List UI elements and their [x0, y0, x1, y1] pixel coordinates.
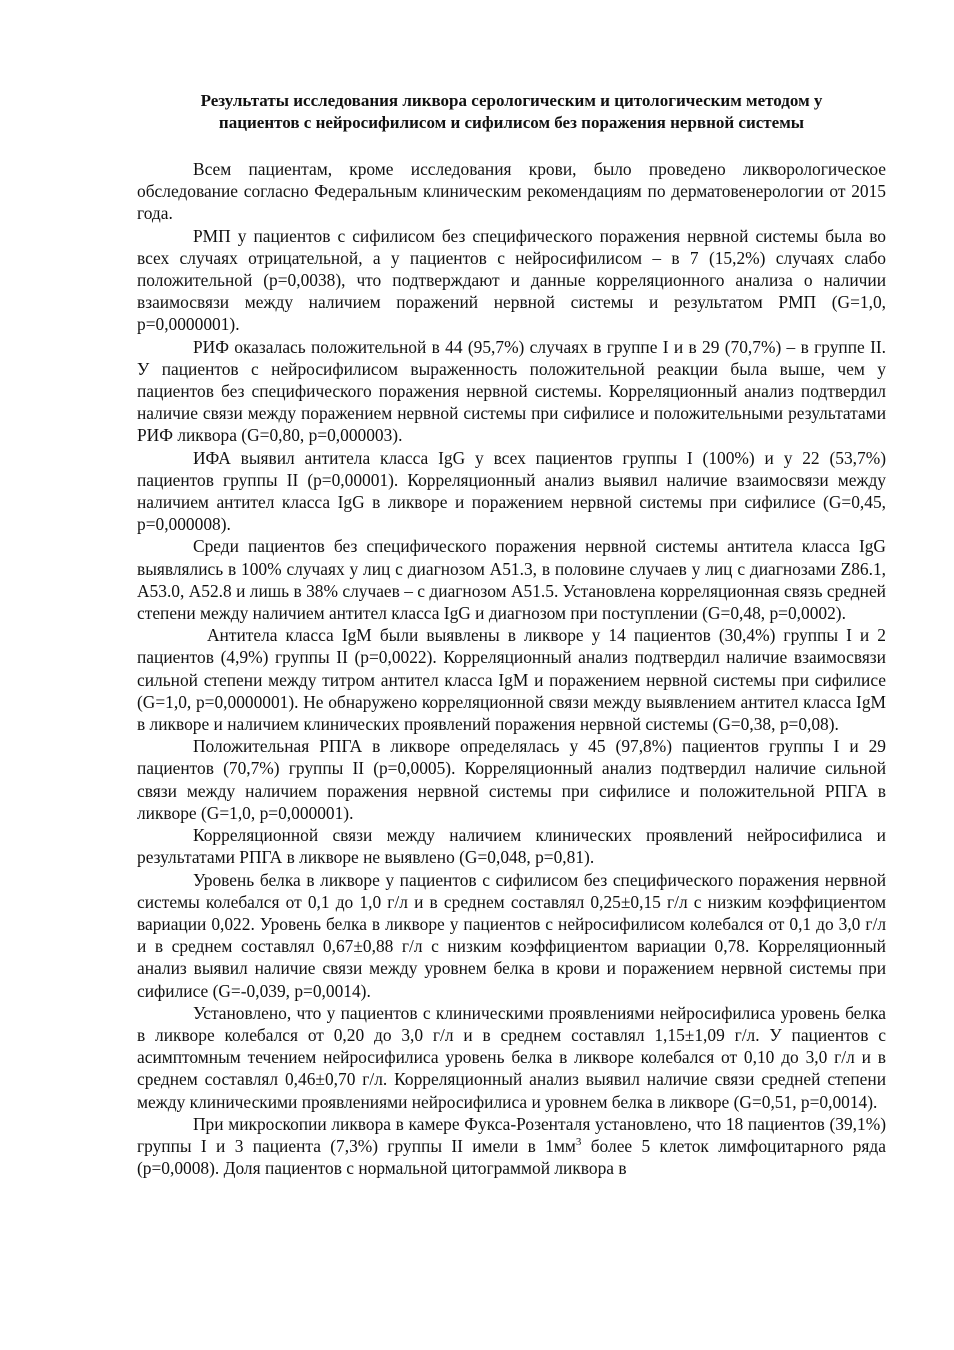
microscopy-text-end: более 5 клеток лимфоцитарного ряда (p=0,0008). Доля пациентов с нормальной цитограммой ликвора в — [137, 1135, 886, 1179]
paragraph-igm: Антитела класса IgM были выявлены в ликворе у 14 пациентов (30,4%) группы I и 2 пациентов (4,9%) группы II (p=0,0022). Корреляционный анализ подтвердил наличие взаимосвязи сильной степени между титром антител класса IgM и поражением нервной системы при сифилисе (G=1,0, p=0,0000001). Не обнаружено корреляционной связи между выявлением антител класса IgM в ликворе и наличием клинических проявлений поражения нервной системы (G=0,38, p=0,08). — [137, 625, 886, 735]
paragraph-igg-diagnosis: Среди пациентов без специфического поражения нервной системы антитела класса IgG выявлялись в 100% случаях у лиц с диагнозом А51.3, в половине случаев у лиц с диагнозами Z86.1, А53.0, А52.8 и лишь в 38% случаев – с диагнозом А51.5. Установлена корреляционная связь средней степени между наличием антител класса IgG и диагнозом при поступлении (G=0,48, p=0,0002). — [137, 536, 886, 624]
title-line-2: пациентов с нейросифилисом и сифилисом без поражения нервной системы — [218, 113, 805, 132]
paragraph-rif: РИФ оказалась положительной в 44 (95,7%) случаях в группе I и в 29 (70,7%) – в группе II. У пациентов с нейросифилисом выраженность положительной реакции была выше, чем у пациентов без специфического поражения нервной системы. Корреляционный анализ подтвердил наличие связи между поражением нервной системы при сифилисе и положительными результатами РИФ ликвора (G=0,80, p=0,000003). — [137, 336, 886, 446]
paragraph-rpga: Положительная РПГА в ликворе определялась у 45 (97,8%) пациентов группы I и 29 пациентов (70,7%) группы II (p=0,0005). Корреляционный анализ подтвердил наличие сильной связи между наличием поражения нервной системы при сифилисе и положительной РПГА в ликворе (G=1,0, p=0,000001). — [137, 736, 886, 823]
document-title — [137, 90, 886, 134]
paragraph-microscopy — [137, 1113, 886, 1180]
paragraph-protein-level: Уровень белка в ликворе у пациентов с сифилисом без специфического поражения нервной системы колебался от 0,1 до 1,0 г/л и в среднем составлял 0,25±0,15 г/л с низким коэффициентом вариации 0,022. Уровень белка в ликворе у пациентов с нейросифилисом колебался от 0,1 до 3,0 г/л и в среднем составлял 0,67±0,88 г/л с низким коэффициентом вариации 0,78. Корреляционный анализ выявил наличие связи между уровнем белка в крови и поражением нервной системы при сифилисе (G=-0,039, p=0,0014). — [137, 869, 886, 1001]
title-line-1: Результаты исследования ликвора серологическим и цитологическим методом у — [200, 91, 823, 110]
paragraph-protein-clinical: Установлено, что у пациентов с клиническими проявлениями нейросифилиса уровень белка в ликворе колебался от 0,20 до 3,0 г/л и в среднем составлял 1,15±1,09 г/л. У пациентов с асимптомным течением нейросифилиса уровень белка в ликворе колебался от 0,10 до 3,0 г/л и в среднем составлял 0,46±0,70 г/л. Корреляционный анализ выявил наличие связи средней степени между клиническими проявлениями нейросифилиса и уровнем белка в ликворе (G=0,51, p=0,0014). — [137, 1002, 886, 1112]
microscopy-text-start: При микроскопии ликвора в камере Фукса-Розенталя установлено, что 18 пациентов (39,1%) группы I и 3 пациента (7,3%) группы II имели в 1мм — [137, 1113, 886, 1156]
superscript-cubed: 3 — [575, 1136, 582, 1149]
paragraph-ifa-igg: ИФА выявил антитела класса IgG у всех пациентов группы I (100%) и у 22 (53,7%) пациентов группы II (p=0,00001). Корреляционный анализ выявил наличие взаимосвязи между наличием антител класса IgG в ликворе и поражением нервной системы при сифилисе (G=0,45, p=0,000008). — [137, 447, 886, 535]
paragraph-rpga-clinical: Корреляционной связи между наличием клинических проявлений нейросифилиса и результатами РПГА в ликворе не выявлено (G=0,048, p=0,81). — [137, 825, 886, 868]
paragraph-intro: Всем пациентам, кроме исследования крови, было проведено ликворологическое обследование согласно Федеральным клиническим рекомендациям по дерматовенерологии от 2015 года. — [137, 159, 886, 224]
paragraph-rmp: РМП у пациентов с сифилисом без специфического поражения нервной системы была во всех случаях отрицательной, а у пациентов с нейросифилисом – в 7 (15,2%) случаях слабо положительной (p=0,0038), что подтверждают и данные корреляционного анализа о наличии взаимосвязи между наличием поражений нервной системы и результатом РМП (G=1,0, p=0,0000001). — [137, 225, 886, 335]
document-page — [137, 90, 886, 1179]
